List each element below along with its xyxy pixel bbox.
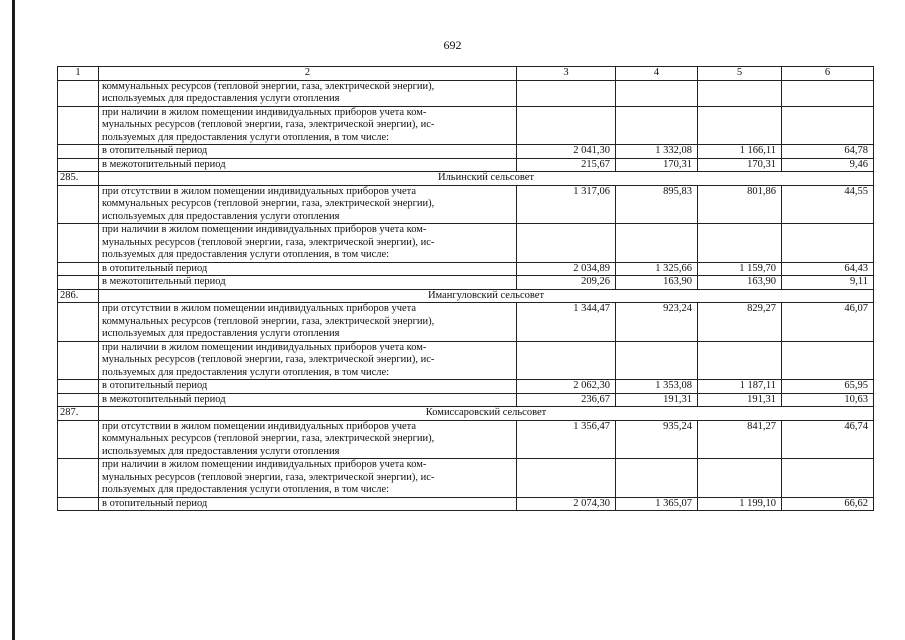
table-row bbox=[58, 341, 874, 380]
value-cell-col-4: 170,31 bbox=[616, 158, 698, 172]
table-row bbox=[58, 420, 874, 459]
table-row bbox=[58, 145, 874, 159]
value-cell-col-5: 170,31 bbox=[698, 158, 782, 172]
table-row bbox=[58, 80, 874, 106]
value-cell-col-5: 1 159,70 bbox=[698, 262, 782, 276]
section-name: Имангуловский сельсовет bbox=[99, 289, 874, 303]
value-cell-col-6: 46,07 bbox=[782, 303, 874, 342]
description-line: при наличии в жилом помещении индивидуальных приборов учета ком- bbox=[102, 106, 427, 118]
value-cell-col-4: 1 365,07 bbox=[616, 497, 698, 511]
description-line: при отсутствии в жилом помещении индивидуальных приборов учета bbox=[102, 185, 417, 197]
description-line: используемых для предоставления услуги отопления bbox=[102, 210, 340, 222]
value-cell-col-4 bbox=[616, 341, 698, 380]
row-number-cell bbox=[58, 145, 99, 159]
value-cell-col-6: 66,62 bbox=[782, 497, 874, 511]
row-number-cell bbox=[58, 80, 99, 106]
value-cell-col-3: 1 344,47 bbox=[517, 303, 616, 342]
row-number-cell bbox=[58, 185, 99, 224]
description-line: мунальных ресурсов (тепловой энергии, газа, электрической энергии), ис- bbox=[102, 471, 435, 483]
description-cell bbox=[99, 80, 517, 106]
value-cell-col-3 bbox=[517, 106, 616, 145]
row-number-cell bbox=[58, 106, 99, 145]
description-line: при наличии в жилом помещении индивидуальных приборов учета ком- bbox=[102, 459, 427, 470]
value-cell-col-3: 1 356,47 bbox=[517, 420, 616, 459]
column-header-2: 2 bbox=[99, 67, 517, 81]
row-number-cell bbox=[58, 262, 99, 276]
description-cell bbox=[99, 185, 517, 224]
value-cell-col-5 bbox=[698, 459, 782, 498]
description-cell bbox=[99, 276, 517, 290]
value-cell-col-5: 841,27 bbox=[698, 420, 782, 459]
value-cell-col-3: 236,67 bbox=[517, 393, 616, 407]
description-line: при наличии в жилом помещении индивидуальных приборов учета ком- bbox=[102, 224, 427, 235]
row-number-cell bbox=[58, 420, 99, 459]
description-line: коммунальных ресурсов (тепловой энергии, газа, электрической энергии), bbox=[102, 433, 435, 444]
value-cell-col-5: 801,86 bbox=[698, 185, 782, 224]
column-header-6: 6 bbox=[782, 67, 874, 81]
description-line: в межотопительный период bbox=[102, 158, 226, 170]
value-cell-col-5 bbox=[698, 80, 782, 106]
value-cell-col-6 bbox=[782, 80, 874, 106]
description-line: при отсутствии в жилом помещении индивидуальных приборов учета bbox=[102, 420, 417, 432]
table-row bbox=[58, 224, 874, 263]
description-line: в отопительный период bbox=[102, 380, 208, 391]
value-cell-col-6: 44,55 bbox=[782, 185, 874, 224]
table-row bbox=[58, 158, 874, 172]
value-cell-col-6: 64,78 bbox=[782, 145, 874, 159]
column-header-1: 1 bbox=[58, 67, 99, 81]
value-cell-col-4: 1 353,08 bbox=[616, 380, 698, 394]
description-line: в отопительный период bbox=[102, 497, 208, 509]
description-line: используемых для предоставления услуги отопления bbox=[102, 328, 340, 339]
description-line: мунальных ресурсов (тепловой энергии, газа, электрической энергии), ис- bbox=[102, 236, 435, 248]
value-cell-col-3 bbox=[517, 341, 616, 380]
description-line: используемых для предоставления услуги отопления bbox=[102, 93, 340, 104]
value-cell-col-4: 895,83 bbox=[616, 185, 698, 224]
section-name: Комиссаровский сельсовет bbox=[99, 407, 874, 421]
description-line: в отопительный период bbox=[102, 262, 208, 274]
value-cell-col-6: 9,46 bbox=[782, 158, 874, 172]
value-cell-col-3: 2 074,30 bbox=[517, 497, 616, 511]
value-cell-col-6: 10,63 bbox=[782, 393, 874, 407]
table-row bbox=[58, 497, 874, 511]
value-cell-col-6: 9,11 bbox=[782, 276, 874, 290]
description-line: пользуемых для предоставления услуги отопления, в том числе: bbox=[102, 131, 390, 143]
description-line: при отсутствии в жилом помещении индивидуальных приборов учета bbox=[102, 303, 417, 314]
description-cell bbox=[99, 106, 517, 145]
value-cell-col-5: 1 187,11 bbox=[698, 380, 782, 394]
table-header-row bbox=[58, 67, 874, 81]
description-line: пользуемых для предоставления услуги отопления, в том числе: bbox=[102, 249, 390, 260]
description-cell bbox=[99, 393, 517, 407]
value-cell-col-4: 935,24 bbox=[616, 420, 698, 459]
section-number: 285. bbox=[58, 172, 99, 186]
description-cell bbox=[99, 158, 517, 172]
description-line: коммунальных ресурсов (тепловой энергии, газа, электрической энергии), bbox=[102, 315, 435, 327]
value-cell-col-6: 65,95 bbox=[782, 380, 874, 394]
description-line: коммунальных ресурсов (тепловой энергии, газа, электрической энергии), bbox=[102, 80, 435, 92]
value-cell-col-5 bbox=[698, 224, 782, 263]
description-cell bbox=[99, 145, 517, 159]
value-cell-col-5: 163,90 bbox=[698, 276, 782, 290]
value-cell-col-5: 1 199,10 bbox=[698, 497, 782, 511]
description-line: пользуемых для предоставления услуги отопления, в том числе: bbox=[102, 484, 390, 495]
value-cell-col-3: 2 034,89 bbox=[517, 262, 616, 276]
row-number-cell bbox=[58, 497, 99, 511]
value-cell-col-6 bbox=[782, 341, 874, 380]
row-number-cell bbox=[58, 380, 99, 394]
table-row bbox=[58, 303, 874, 342]
description-line: мунальных ресурсов (тепловой энергии, газа, электрической энергии), ис- bbox=[102, 354, 435, 365]
value-cell-col-4: 163,90 bbox=[616, 276, 698, 290]
table-row bbox=[58, 262, 874, 276]
description-cell bbox=[99, 262, 517, 276]
description-line: при наличии в жилом помещении индивидуальных приборов учета ком- bbox=[102, 341, 427, 353]
description-cell bbox=[99, 459, 517, 498]
description-line: в межотопительный период bbox=[102, 276, 226, 287]
value-cell-col-6: 46,74 bbox=[782, 420, 874, 459]
value-cell-col-4 bbox=[616, 224, 698, 263]
value-cell-col-3 bbox=[517, 459, 616, 498]
value-cell-col-6 bbox=[782, 106, 874, 145]
value-cell-col-5: 191,31 bbox=[698, 393, 782, 407]
description-line: используемых для предоставления услуги отопления bbox=[102, 445, 340, 457]
value-cell-col-6: 64,43 bbox=[782, 262, 874, 276]
column-header-3: 3 bbox=[517, 67, 616, 81]
description-cell bbox=[99, 497, 517, 511]
description-cell bbox=[99, 420, 517, 459]
value-cell-col-4: 1 325,66 bbox=[616, 262, 698, 276]
value-cell-col-3: 1 317,06 bbox=[517, 185, 616, 224]
description-line: в отопительный период bbox=[102, 145, 208, 156]
section-header-row bbox=[58, 172, 874, 186]
table-body bbox=[58, 67, 874, 511]
description-cell bbox=[99, 341, 517, 380]
value-cell-col-3: 2 062,30 bbox=[517, 380, 616, 394]
value-cell-col-3: 215,67 bbox=[517, 158, 616, 172]
column-header-4: 4 bbox=[616, 67, 698, 81]
value-cell-col-4: 191,31 bbox=[616, 393, 698, 407]
tariff-table bbox=[57, 66, 874, 511]
description-cell bbox=[99, 303, 517, 342]
description-line: пользуемых для предоставления услуги отопления, в том числе: bbox=[102, 366, 390, 378]
value-cell-col-3: 209,26 bbox=[517, 276, 616, 290]
section-header-row bbox=[58, 289, 874, 303]
table-row bbox=[58, 380, 874, 394]
binding-edge-bar bbox=[12, 0, 15, 640]
table-row bbox=[58, 185, 874, 224]
value-cell-col-3 bbox=[517, 224, 616, 263]
value-cell-col-5: 829,27 bbox=[698, 303, 782, 342]
value-cell-col-4 bbox=[616, 80, 698, 106]
value-cell-col-4 bbox=[616, 106, 698, 145]
row-number-cell bbox=[58, 341, 99, 380]
value-cell-col-5: 1 166,11 bbox=[698, 145, 782, 159]
row-number-cell bbox=[58, 158, 99, 172]
value-cell-col-4: 1 332,08 bbox=[616, 145, 698, 159]
row-number-cell bbox=[58, 303, 99, 342]
value-cell-col-3: 2 041,30 bbox=[517, 145, 616, 159]
value-cell-col-4: 923,24 bbox=[616, 303, 698, 342]
description-cell bbox=[99, 224, 517, 263]
table-row bbox=[58, 459, 874, 498]
page-number: 692 bbox=[443, 38, 462, 52]
description-cell bbox=[99, 380, 517, 394]
table-row bbox=[58, 276, 874, 290]
value-cell-col-5 bbox=[698, 106, 782, 145]
section-number: 287. bbox=[58, 407, 99, 421]
section-header-row bbox=[58, 407, 874, 421]
value-cell-col-3 bbox=[517, 80, 616, 106]
row-number-cell bbox=[58, 459, 99, 498]
section-number: 286. bbox=[58, 289, 99, 303]
row-number-cell bbox=[58, 393, 99, 407]
table-row bbox=[58, 106, 874, 145]
description-line: мунальных ресурсов (тепловой энергии, газа, электрической энергии), ис- bbox=[102, 119, 435, 130]
value-cell-col-5 bbox=[698, 341, 782, 380]
section-name: Ильинский сельсовет bbox=[99, 172, 874, 186]
row-number-cell bbox=[58, 224, 99, 263]
value-cell-col-4 bbox=[616, 459, 698, 498]
column-header-5: 5 bbox=[698, 67, 782, 81]
table-row bbox=[58, 393, 874, 407]
value-cell-col-6 bbox=[782, 224, 874, 263]
value-cell-col-6 bbox=[782, 459, 874, 498]
description-line: в межотопительный период bbox=[102, 393, 226, 405]
description-line: коммунальных ресурсов (тепловой энергии, газа, электрической энергии), bbox=[102, 198, 435, 209]
row-number-cell bbox=[58, 276, 99, 290]
